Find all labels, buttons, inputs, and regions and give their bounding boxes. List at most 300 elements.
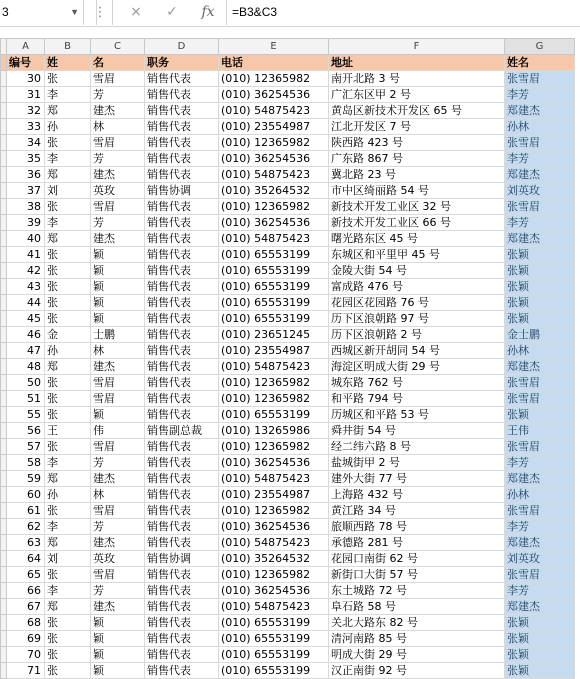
- cell[interactable]: 郑建杰: [505, 231, 575, 247]
- cell[interactable]: (010) 65553199: [219, 263, 329, 279]
- cell[interactable]: 李: [45, 583, 91, 599]
- cell[interactable]: 张: [45, 663, 91, 679]
- cell[interactable]: 销售代表: [145, 439, 219, 455]
- cell[interactable]: 和平路 794 号: [329, 391, 505, 407]
- cell[interactable]: 建杰: [91, 471, 145, 487]
- cell[interactable]: 销售代表: [145, 311, 219, 327]
- cell[interactable]: 销售代表: [145, 215, 219, 231]
- cell[interactable]: 富成路 476 号: [329, 279, 505, 295]
- column-header-a[interactable]: A: [7, 39, 45, 55]
- cell[interactable]: 销售代表: [145, 87, 219, 103]
- cell[interactable]: 销售代表: [145, 119, 219, 135]
- cell[interactable]: 张颖: [505, 247, 575, 263]
- cell[interactable]: 建外大街 77 号: [329, 471, 505, 487]
- cell[interactable]: 雪眉: [91, 199, 145, 215]
- cell[interactable]: 芳: [91, 455, 145, 471]
- cell[interactable]: 雪眉: [91, 375, 145, 391]
- cell[interactable]: (010) 23554987: [219, 343, 329, 359]
- cell[interactable]: 李: [45, 87, 91, 103]
- cell[interactable]: 颖: [91, 295, 145, 311]
- cell[interactable]: 销售代表: [145, 487, 219, 503]
- cell[interactable]: 新街口大街 57 号: [329, 567, 505, 583]
- cell[interactable]: 李芳: [505, 455, 575, 471]
- cell[interactable]: 伟: [91, 423, 145, 439]
- cell[interactable]: 冀北路 23 号: [329, 167, 505, 183]
- cell[interactable]: (010) 36254536: [219, 455, 329, 471]
- cell[interactable]: (010) 54875423: [219, 231, 329, 247]
- cell[interactable]: 销售代表: [145, 583, 219, 599]
- cell[interactable]: 建杰: [91, 103, 145, 119]
- cell[interactable]: 建杰: [91, 535, 145, 551]
- cell[interactable]: 销售代表: [145, 615, 219, 631]
- cell[interactable]: 英玫: [91, 183, 145, 199]
- cell[interactable]: 销售代表: [145, 375, 219, 391]
- header-cell[interactable]: 电话: [219, 55, 329, 71]
- cell[interactable]: 颖: [91, 279, 145, 295]
- cell[interactable]: (010) 65553199: [219, 279, 329, 295]
- cell[interactable]: 李: [45, 215, 91, 231]
- cell[interactable]: 张: [45, 407, 91, 423]
- cell[interactable]: 张: [45, 71, 91, 87]
- cell[interactable]: 64: [7, 551, 45, 567]
- cell[interactable]: 广东路 867 号: [329, 151, 505, 167]
- cell[interactable]: 李芳: [505, 215, 575, 231]
- table-row: [1, 535, 575, 551]
- cell[interactable]: 芳: [91, 87, 145, 103]
- cell[interactable]: 42: [7, 263, 45, 279]
- cell[interactable]: 李芳: [505, 151, 575, 167]
- column-header-g[interactable]: G: [505, 39, 575, 55]
- cell[interactable]: 郑: [45, 103, 91, 119]
- cell[interactable]: 33: [7, 119, 45, 135]
- header-cell[interactable]: 编号: [7, 55, 45, 71]
- cell[interactable]: (010) 65553199: [219, 631, 329, 647]
- cell[interactable]: 71: [7, 663, 45, 679]
- cell[interactable]: (010) 65553199: [219, 311, 329, 327]
- cell[interactable]: 34: [7, 135, 45, 151]
- header-cell[interactable]: 地址: [329, 55, 505, 71]
- table-row: [1, 599, 575, 615]
- cell[interactable]: 海淀区明成大街 29 号: [329, 359, 505, 375]
- name-box[interactable]: [0, 0, 84, 25]
- cell[interactable]: 新技术开发工业区 66 号: [329, 215, 505, 231]
- cell[interactable]: (010) 12365982: [219, 375, 329, 391]
- table-row: [1, 647, 575, 663]
- cell[interactable]: 39: [7, 215, 45, 231]
- cell[interactable]: 江北开发区 7 号: [329, 119, 505, 135]
- cell[interactable]: (010) 65553199: [219, 407, 329, 423]
- cell[interactable]: 67: [7, 599, 45, 615]
- table-row: [1, 423, 575, 439]
- cell[interactable]: (010) 36254536: [219, 151, 329, 167]
- header-cell[interactable]: 姓: [45, 55, 91, 71]
- cell[interactable]: 东城区和平里甲 45 号: [329, 247, 505, 263]
- cell[interactable]: 郑建杰: [505, 167, 575, 183]
- cell[interactable]: 郑建杰: [505, 103, 575, 119]
- cell[interactable]: 35: [7, 151, 45, 167]
- cell[interactable]: 55: [7, 407, 45, 423]
- cell[interactable]: 销售代表: [145, 151, 219, 167]
- cell[interactable]: 郑: [45, 359, 91, 375]
- cell[interactable]: 销售代表: [145, 647, 219, 663]
- cell[interactable]: 林: [91, 343, 145, 359]
- cell[interactable]: 68: [7, 615, 45, 631]
- cell[interactable]: 59: [7, 471, 45, 487]
- cell[interactable]: 颖: [91, 407, 145, 423]
- cell[interactable]: 销售协调: [145, 551, 219, 567]
- cell[interactable]: (010) 12365982: [219, 199, 329, 215]
- cell[interactable]: 孙: [45, 119, 91, 135]
- cell[interactable]: 60: [7, 487, 45, 503]
- table-row: [1, 615, 575, 631]
- cell[interactable]: (010) 65553199: [219, 247, 329, 263]
- cell[interactable]: 颖: [91, 247, 145, 263]
- cell[interactable]: 30: [7, 71, 45, 87]
- cell[interactable]: 62: [7, 519, 45, 535]
- table-row: [1, 183, 575, 199]
- cell[interactable]: 雪眉: [91, 503, 145, 519]
- cell[interactable]: 王: [45, 423, 91, 439]
- cell[interactable]: 郑建杰: [505, 535, 575, 551]
- cell[interactable]: 37: [7, 183, 45, 199]
- cell[interactable]: 销售代表: [145, 471, 219, 487]
- cell[interactable]: 张: [45, 615, 91, 631]
- cell[interactable]: 建杰: [91, 359, 145, 375]
- cancel-icon[interactable]: ×: [130, 4, 142, 20]
- cell[interactable]: 颖: [91, 615, 145, 631]
- cell[interactable]: 金: [45, 327, 91, 343]
- cell[interactable]: 销售代表: [145, 631, 219, 647]
- cell[interactable]: 66: [7, 583, 45, 599]
- cell[interactable]: 46: [7, 327, 45, 343]
- cell[interactable]: 孙林: [505, 119, 575, 135]
- header-cell[interactable]: 姓名: [505, 55, 575, 71]
- spreadsheet-grid[interactable]: [0, 38, 575, 679]
- cell[interactable]: 汉正南街 92 号: [329, 663, 505, 679]
- cell[interactable]: (010) 54875423: [219, 167, 329, 183]
- cell[interactable]: 新技术开发工业区 32 号: [329, 199, 505, 215]
- cell[interactable]: 郑: [45, 599, 91, 615]
- cell[interactable]: (010) 54875423: [219, 103, 329, 119]
- table-row: [1, 503, 575, 519]
- cell[interactable]: 颖: [91, 263, 145, 279]
- cell[interactable]: 雪眉: [91, 135, 145, 151]
- cell[interactable]: 张颖: [505, 615, 575, 631]
- cell[interactable]: 孙: [45, 343, 91, 359]
- cell[interactable]: 张颖: [505, 631, 575, 647]
- cell[interactable]: 雪眉: [91, 391, 145, 407]
- cell[interactable]: 张颖: [505, 279, 575, 295]
- cell[interactable]: (010) 65553199: [219, 663, 329, 679]
- cell[interactable]: 张: [45, 311, 91, 327]
- cell[interactable]: 明成大街 29 号: [329, 647, 505, 663]
- cell[interactable]: 31: [7, 87, 45, 103]
- cell[interactable]: (010) 65553199: [219, 295, 329, 311]
- cell[interactable]: 刘: [45, 551, 91, 567]
- cell[interactable]: 孙林: [505, 487, 575, 503]
- cell[interactable]: 销售代表: [145, 663, 219, 679]
- cell[interactable]: 经二纬六路 8 号: [329, 439, 505, 455]
- cell[interactable]: (010) 35264532: [219, 183, 329, 199]
- cell[interactable]: 西城区新开胡同 54 号: [329, 343, 505, 359]
- cell[interactable]: 颖: [91, 647, 145, 663]
- cell[interactable]: (010) 13265986: [219, 423, 329, 439]
- cell[interactable]: 销售代表: [145, 327, 219, 343]
- cell[interactable]: 36: [7, 167, 45, 183]
- cell[interactable]: 销售代表: [145, 503, 219, 519]
- cell[interactable]: 销售代表: [145, 167, 219, 183]
- cell[interactable]: 销售代表: [145, 199, 219, 215]
- cell[interactable]: 销售代表: [145, 103, 219, 119]
- cell[interactable]: 花园口南街 62 号: [329, 551, 505, 567]
- cell[interactable]: 刘: [45, 183, 91, 199]
- cell[interactable]: 45: [7, 311, 45, 327]
- column-header-c[interactable]: C: [91, 39, 145, 55]
- cell[interactable]: 张: [45, 247, 91, 263]
- cell[interactable]: 林: [91, 119, 145, 135]
- cell[interactable]: 销售代表: [145, 135, 219, 151]
- cell[interactable]: 销售副总裁: [145, 423, 219, 439]
- cell[interactable]: 郑: [45, 231, 91, 247]
- cell[interactable]: (010) 12365982: [219, 567, 329, 583]
- cell[interactable]: 张: [45, 439, 91, 455]
- cell[interactable]: 李: [45, 151, 91, 167]
- cell[interactable]: 张: [45, 391, 91, 407]
- cell[interactable]: 郑: [45, 167, 91, 183]
- cell[interactable]: 张: [45, 503, 91, 519]
- cell[interactable]: 张雪眉: [505, 567, 575, 583]
- table-row: [1, 103, 575, 119]
- cell[interactable]: 李芳: [505, 583, 575, 599]
- cell[interactable]: 花园区花园路 76 号: [329, 295, 505, 311]
- cell[interactable]: 张雪眉: [505, 375, 575, 391]
- insert-function-icon[interactable]: fx: [201, 4, 215, 20]
- cell[interactable]: 销售代表: [145, 71, 219, 87]
- cell[interactable]: 李芳: [505, 519, 575, 535]
- cell[interactable]: (010) 65553199: [219, 615, 329, 631]
- cell[interactable]: 张雪眉: [505, 199, 575, 215]
- cell[interactable]: 销售代表: [145, 455, 219, 471]
- cell[interactable]: 雪眉: [91, 567, 145, 583]
- cell[interactable]: 47: [7, 343, 45, 359]
- column-header-e[interactable]: E: [219, 39, 329, 55]
- formula-input[interactable]: =B3&C3: [232, 5, 278, 19]
- cell[interactable]: 销售代表: [145, 535, 219, 551]
- cell[interactable]: 刘英玫: [505, 551, 575, 567]
- cell[interactable]: (010) 12365982: [219, 135, 329, 151]
- cell[interactable]: (010) 12365982: [219, 71, 329, 87]
- cell[interactable]: (010) 36254536: [219, 519, 329, 535]
- cell[interactable]: 张雪眉: [505, 135, 575, 151]
- cell[interactable]: (010) 54875423: [219, 535, 329, 551]
- cell[interactable]: 57: [7, 439, 45, 455]
- cell[interactable]: 61: [7, 503, 45, 519]
- cell[interactable]: (010) 36254536: [219, 215, 329, 231]
- cell[interactable]: 41: [7, 247, 45, 263]
- cell[interactable]: 芳: [91, 151, 145, 167]
- cell[interactable]: 张颖: [505, 407, 575, 423]
- column-header-f[interactable]: F: [329, 39, 505, 55]
- cell[interactable]: (010) 54875423: [219, 471, 329, 487]
- cell[interactable]: 48: [7, 359, 45, 375]
- header-cell[interactable]: 名: [91, 55, 145, 71]
- cell[interactable]: 63: [7, 535, 45, 551]
- cell[interactable]: 阜石路 58 号: [329, 599, 505, 615]
- cell[interactable]: (010) 54875423: [219, 599, 329, 615]
- cell[interactable]: 65: [7, 567, 45, 583]
- cell[interactable]: 张颖: [505, 311, 575, 327]
- cell[interactable]: 刘英玫: [505, 183, 575, 199]
- cell[interactable]: 建杰: [91, 231, 145, 247]
- cell[interactable]: 58: [7, 455, 45, 471]
- cell[interactable]: 承德路 281 号: [329, 535, 505, 551]
- cell[interactable]: 张颖: [505, 647, 575, 663]
- cell[interactable]: 颖: [91, 631, 145, 647]
- cell[interactable]: 张雪眉: [505, 71, 575, 87]
- chevron-down-icon[interactable]: ▼: [70, 7, 79, 17]
- cell[interactable]: 张: [45, 295, 91, 311]
- cell[interactable]: 69: [7, 631, 45, 647]
- cell[interactable]: 舜井街 54 号: [329, 423, 505, 439]
- cell[interactable]: 旅顺西路 78 号: [329, 519, 505, 535]
- cell[interactable]: (010) 12365982: [219, 391, 329, 407]
- cell[interactable]: 孙林: [505, 343, 575, 359]
- cell[interactable]: 东土城路 72 号: [329, 583, 505, 599]
- table-row: [1, 439, 575, 455]
- cell[interactable]: 郑: [45, 535, 91, 551]
- cell[interactable]: 张: [45, 135, 91, 151]
- cell[interactable]: 雪眉: [91, 439, 145, 455]
- enter-icon[interactable]: ✓: [166, 4, 178, 20]
- cell[interactable]: 56: [7, 423, 45, 439]
- cell[interactable]: 44: [7, 295, 45, 311]
- cell[interactable]: 陕西路 423 号: [329, 135, 505, 151]
- cell[interactable]: 李芳: [505, 87, 575, 103]
- cell[interactable]: 销售代表: [145, 519, 219, 535]
- cell[interactable]: 销售代表: [145, 247, 219, 263]
- cell[interactable]: 市中区绮丽路 54 号: [329, 183, 505, 199]
- cell[interactable]: 颖: [91, 311, 145, 327]
- cell[interactable]: 销售代表: [145, 391, 219, 407]
- cell[interactable]: 张雪眉: [505, 439, 575, 455]
- cell[interactable]: 建杰: [91, 167, 145, 183]
- cell[interactable]: 李: [45, 455, 91, 471]
- cell[interactable]: 销售代表: [145, 231, 219, 247]
- cell[interactable]: 销售代表: [145, 263, 219, 279]
- cell[interactable]: 芳: [91, 215, 145, 231]
- cell[interactable]: (010) 65553199: [219, 647, 329, 663]
- cell[interactable]: 郑建杰: [505, 471, 575, 487]
- cell[interactable]: 张颖: [505, 663, 575, 679]
- cell[interactable]: (010) 23651245: [219, 327, 329, 343]
- cell[interactable]: 郑建杰: [505, 359, 575, 375]
- cell[interactable]: (010) 12365982: [219, 439, 329, 455]
- cell[interactable]: 黄江路 34 号: [329, 503, 505, 519]
- cell[interactable]: 雪眉: [91, 71, 145, 87]
- column-header-d[interactable]: D: [145, 39, 219, 55]
- cell[interactable]: 历城区和平路 53 号: [329, 407, 505, 423]
- cell[interactable]: 颖: [91, 663, 145, 679]
- cell[interactable]: 建杰: [91, 599, 145, 615]
- cell[interactable]: 销售代表: [145, 295, 219, 311]
- cell[interactable]: 张: [45, 375, 91, 391]
- cell[interactable]: (010) 54875423: [219, 359, 329, 375]
- cell[interactable]: 32: [7, 103, 45, 119]
- cell[interactable]: 张: [45, 279, 91, 295]
- cell[interactable]: 张颖: [505, 295, 575, 311]
- cell[interactable]: 广汇东区甲 2 号: [329, 87, 505, 103]
- cell[interactable]: 张颖: [505, 263, 575, 279]
- cell[interactable]: (010) 23554987: [219, 119, 329, 135]
- cell[interactable]: 销售代表: [145, 567, 219, 583]
- cell[interactable]: 销售代表: [145, 599, 219, 615]
- cell[interactable]: 历下区浪朝路 97 号: [329, 311, 505, 327]
- cell[interactable]: (010) 36254536: [219, 583, 329, 599]
- cell[interactable]: 销售代表: [145, 407, 219, 423]
- cell[interactable]: 销售代表: [145, 359, 219, 375]
- cell[interactable]: 士鹏: [91, 327, 145, 343]
- cell[interactable]: 40: [7, 231, 45, 247]
- header-cell[interactable]: 职务: [145, 55, 219, 71]
- cell[interactable]: 张雪眉: [505, 391, 575, 407]
- cell[interactable]: 黄岛区新技术开发区 65 号: [329, 103, 505, 119]
- cell[interactable]: 张: [45, 567, 91, 583]
- formula-bar: [0, 0, 580, 27]
- cell[interactable]: 张雪眉: [505, 503, 575, 519]
- cell[interactable]: 清河南路 85 号: [329, 631, 505, 647]
- cell[interactable]: (010) 35264532: [219, 551, 329, 567]
- cell[interactable]: 城东路 762 号: [329, 375, 505, 391]
- cell[interactable]: 历下区浪朝路 2 号: [329, 327, 505, 343]
- cell[interactable]: 上海路 432 号: [329, 487, 505, 503]
- cell[interactable]: (010) 12365982: [219, 503, 329, 519]
- cell[interactable]: (010) 36254536: [219, 87, 329, 103]
- cell[interactable]: 张: [45, 199, 91, 215]
- cell[interactable]: 销售代表: [145, 343, 219, 359]
- cell[interactable]: 43: [7, 279, 45, 295]
- column-header-b[interactable]: B: [45, 39, 91, 55]
- cell[interactable]: 南开北路 3 号: [329, 71, 505, 87]
- cell[interactable]: 张: [45, 647, 91, 663]
- cell[interactable]: 英玫: [91, 551, 145, 567]
- cell[interactable]: 孙: [45, 487, 91, 503]
- more-icon[interactable]: ⋮: [93, 5, 107, 20]
- cell[interactable]: 郑建杰: [505, 599, 575, 615]
- cell[interactable]: 王伟: [505, 423, 575, 439]
- table-row: [1, 71, 575, 87]
- cell[interactable]: 50: [7, 375, 45, 391]
- cell[interactable]: 金陵大街 54 号: [329, 263, 505, 279]
- cell[interactable]: 芳: [91, 519, 145, 535]
- cell[interactable]: 李: [45, 519, 91, 535]
- cell[interactable]: 郑: [45, 471, 91, 487]
- cell[interactable]: 销售代表: [145, 279, 219, 295]
- cell[interactable]: 38: [7, 199, 45, 215]
- cell[interactable]: 盐城街甲 2 号: [329, 455, 505, 471]
- cell[interactable]: 销售协调: [145, 183, 219, 199]
- cell[interactable]: 70: [7, 647, 45, 663]
- cell[interactable]: 关北大路东 82 号: [329, 615, 505, 631]
- cell[interactable]: (010) 23554987: [219, 487, 329, 503]
- cell[interactable]: 金士鹏: [505, 327, 575, 343]
- cell[interactable]: 张: [45, 263, 91, 279]
- cell[interactable]: 芳: [91, 583, 145, 599]
- cell[interactable]: 林: [91, 487, 145, 503]
- cell[interactable]: 曙光路东区 45 号: [329, 231, 505, 247]
- cell[interactable]: 51: [7, 391, 45, 407]
- table-row: [1, 247, 575, 263]
- cell[interactable]: 张: [45, 631, 91, 647]
